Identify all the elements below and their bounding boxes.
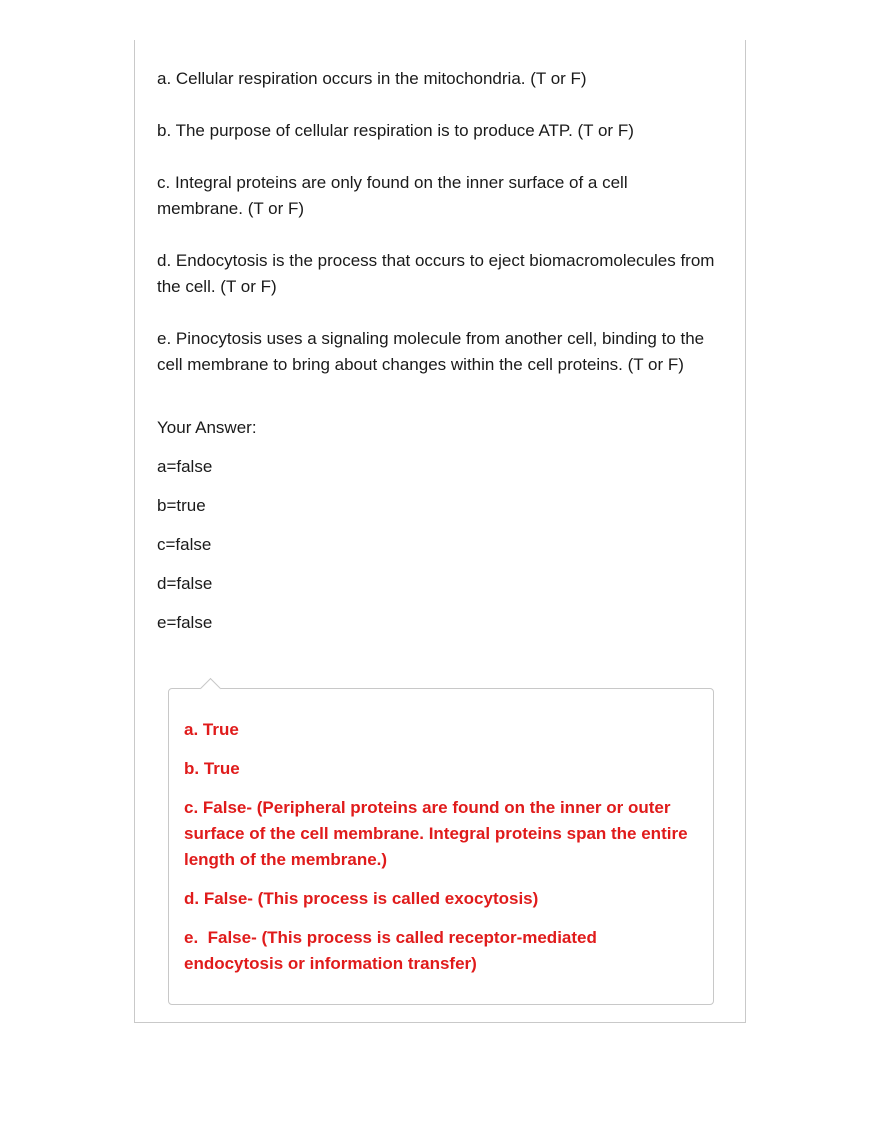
- feedback-e: e. False- (This process is called receptor-mediated endocytosis or information transfer): [184, 928, 602, 973]
- feedback-box: [168, 688, 714, 1005]
- question-a: a. Cellular respiration occurs in the mitochondria. (T or F): [157, 69, 587, 88]
- feedback-pointer-arrow: [200, 678, 221, 699]
- feedback-d: d. False- (This process is called exocytosis): [184, 889, 539, 908]
- feedback-c: c. False- (Peripheral proteins are found on the inner or outer surface of the cell membrane. Integral proteins span the entire length of the membrane.): [184, 798, 693, 869]
- answer-d: d=false: [157, 574, 213, 593]
- feedback-a: a. True: [184, 720, 239, 739]
- your-answer-label: Your Answer:: [157, 418, 257, 437]
- answer-e: e=false: [157, 613, 213, 632]
- question-e: e. Pinocytosis uses a signaling molecule from another cell, binding to the cell membrane to bring about changes within the cell proteins. (T or F): [157, 329, 705, 374]
- question-d: d. Endocytosis is the process that occurs to eject biomacromolecules from the cell. (T or F): [157, 251, 715, 296]
- question-c: c. Integral proteins are only found on the inner surface of a cell membrane. (T or F): [157, 173, 628, 218]
- answer-b: b=true: [157, 496, 206, 515]
- answer-a: a=false: [157, 457, 213, 476]
- question-b: b. The purpose of cellular respiration is to produce ATP. (T or F): [157, 121, 634, 140]
- feedback-b: b. True: [184, 759, 240, 778]
- answer-c: c=false: [157, 535, 212, 554]
- question-panel: [134, 40, 746, 1023]
